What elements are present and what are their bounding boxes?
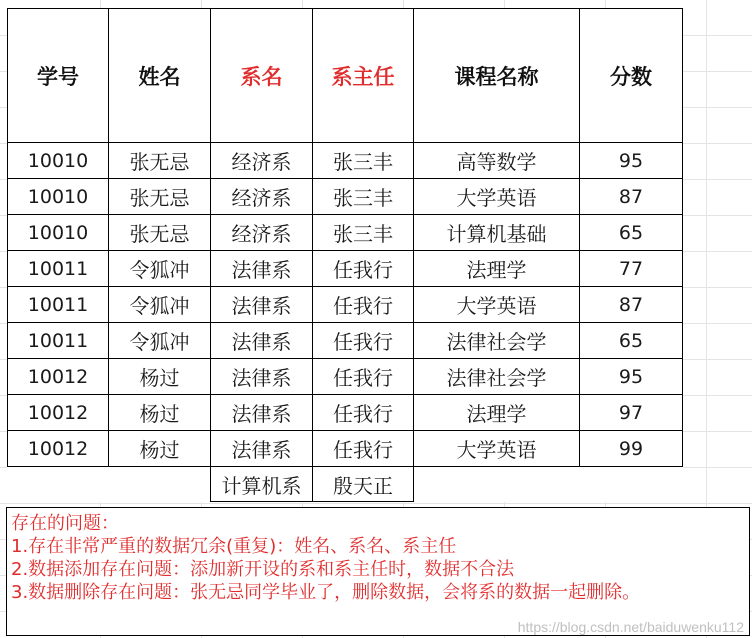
cell-extra-dept-name[interactable]: 计算机系 bbox=[211, 467, 313, 502]
note-item-redundancy: 1.存在非常严重的数据冗余(重复)：姓名、系名、系主任 bbox=[11, 536, 457, 557]
cell-dept-name[interactable]: 法律系 bbox=[211, 395, 313, 431]
cell-course-name[interactable]: 大学英语 bbox=[414, 431, 580, 467]
table-row bbox=[8, 215, 683, 251]
empty-cell[interactable] bbox=[109, 467, 211, 502]
cell-dept-name[interactable]: 经济系 bbox=[211, 215, 313, 251]
note-item-delete-anomaly: 3.数据删除存在问题：张无忌同学毕业了，删除数据，会将系的数据一起删除。 bbox=[11, 582, 641, 603]
cell-dept-head[interactable]: 任我行 bbox=[313, 359, 414, 395]
cell-name[interactable]: 张无忌 bbox=[109, 143, 211, 179]
cell-dept-name[interactable]: 法律系 bbox=[211, 251, 313, 287]
cell-student-id[interactable]: 10012 bbox=[8, 359, 109, 395]
table-row bbox=[8, 395, 683, 431]
cell-dept-head[interactable]: 任我行 bbox=[313, 431, 414, 467]
cell-extra-dept-head[interactable]: 殷天正 bbox=[313, 467, 414, 502]
table-row bbox=[8, 323, 683, 359]
header-row bbox=[8, 9, 683, 143]
header-dept-name[interactable]: 系名 bbox=[211, 9, 313, 143]
cell-student-id[interactable]: 10012 bbox=[8, 395, 109, 431]
cell-name[interactable]: 令狐冲 bbox=[109, 251, 211, 287]
cell-dept-head[interactable]: 张三丰 bbox=[313, 143, 414, 179]
table-row bbox=[8, 179, 683, 215]
watermark: https://blog.csdn.net/baiduwenku112 bbox=[517, 619, 744, 635]
header-dept-head[interactable]: 系主任 bbox=[313, 9, 414, 143]
cell-name[interactable]: 张无忌 bbox=[109, 215, 211, 251]
cell-score[interactable]: 95 bbox=[580, 359, 683, 395]
cell-score[interactable]: 65 bbox=[580, 215, 683, 251]
header-student-id[interactable]: 学号 bbox=[8, 9, 109, 143]
note-item-insert-anomaly: 2.数据添加存在问题：添加新开设的系和系主任时，数据不合法 bbox=[11, 559, 515, 580]
empty-cell[interactable] bbox=[414, 467, 580, 502]
table-row bbox=[8, 251, 683, 287]
cell-score[interactable]: 77 bbox=[580, 251, 683, 287]
cell-dept-name[interactable]: 经济系 bbox=[211, 179, 313, 215]
cell-course-name[interactable]: 大学英语 bbox=[414, 179, 580, 215]
cell-dept-name[interactable]: 法律系 bbox=[211, 287, 313, 323]
empty-cell[interactable] bbox=[8, 467, 109, 502]
cell-name[interactable]: 令狐冲 bbox=[109, 323, 211, 359]
cell-course-name[interactable]: 计算机基础 bbox=[414, 215, 580, 251]
cell-score[interactable]: 65 bbox=[580, 323, 683, 359]
notes-title: 存在的问题： bbox=[11, 513, 119, 534]
header-course-name[interactable]: 课程名称 bbox=[414, 9, 580, 143]
cell-name[interactable]: 杨过 bbox=[109, 395, 211, 431]
cell-dept-name[interactable]: 法律系 bbox=[211, 431, 313, 467]
cell-dept-name[interactable]: 经济系 bbox=[211, 143, 313, 179]
cell-name[interactable]: 杨过 bbox=[109, 359, 211, 395]
cell-dept-name[interactable]: 法律系 bbox=[211, 323, 313, 359]
student-course-table bbox=[7, 8, 683, 502]
cell-course-name[interactable]: 法律社会学 bbox=[414, 359, 580, 395]
cell-score[interactable]: 97 bbox=[580, 395, 683, 431]
cell-student-id[interactable]: 10010 bbox=[8, 179, 109, 215]
cell-course-name[interactable]: 大学英语 bbox=[414, 287, 580, 323]
cell-course-name[interactable]: 法理学 bbox=[414, 251, 580, 287]
header-score[interactable]: 分数 bbox=[580, 9, 683, 143]
cell-student-id[interactable]: 10011 bbox=[8, 287, 109, 323]
problems-note-box bbox=[6, 507, 750, 636]
cell-score[interactable]: 87 bbox=[580, 179, 683, 215]
cell-dept-head[interactable]: 任我行 bbox=[313, 323, 414, 359]
table-row bbox=[8, 287, 683, 323]
cell-dept-head[interactable]: 任我行 bbox=[313, 395, 414, 431]
table-row bbox=[8, 431, 683, 467]
cell-score[interactable]: 95 bbox=[580, 143, 683, 179]
extra-dept-row bbox=[8, 467, 683, 502]
cell-dept-head[interactable]: 任我行 bbox=[313, 251, 414, 287]
cell-dept-head[interactable]: 任我行 bbox=[313, 287, 414, 323]
cell-course-name[interactable]: 高等数学 bbox=[414, 143, 580, 179]
cell-student-id[interactable]: 10011 bbox=[8, 323, 109, 359]
cell-student-id[interactable]: 10010 bbox=[8, 215, 109, 251]
cell-course-name[interactable]: 法律社会学 bbox=[414, 323, 580, 359]
cell-score[interactable]: 99 bbox=[580, 431, 683, 467]
table-row bbox=[8, 143, 683, 179]
cell-student-id[interactable]: 10012 bbox=[8, 431, 109, 467]
cell-student-id[interactable]: 10010 bbox=[8, 143, 109, 179]
cell-name[interactable]: 杨过 bbox=[109, 431, 211, 467]
header-name[interactable]: 姓名 bbox=[109, 9, 211, 143]
cell-name[interactable]: 令狐冲 bbox=[109, 287, 211, 323]
cell-dept-head[interactable]: 张三丰 bbox=[313, 215, 414, 251]
cell-dept-name[interactable]: 法律系 bbox=[211, 359, 313, 395]
cell-student-id[interactable]: 10011 bbox=[8, 251, 109, 287]
cell-score[interactable]: 87 bbox=[580, 287, 683, 323]
empty-cell[interactable] bbox=[580, 467, 683, 502]
cell-name[interactable]: 张无忌 bbox=[109, 179, 211, 215]
table-row bbox=[8, 359, 683, 395]
cell-dept-head[interactable]: 张三丰 bbox=[313, 179, 414, 215]
cell-course-name[interactable]: 法理学 bbox=[414, 395, 580, 431]
